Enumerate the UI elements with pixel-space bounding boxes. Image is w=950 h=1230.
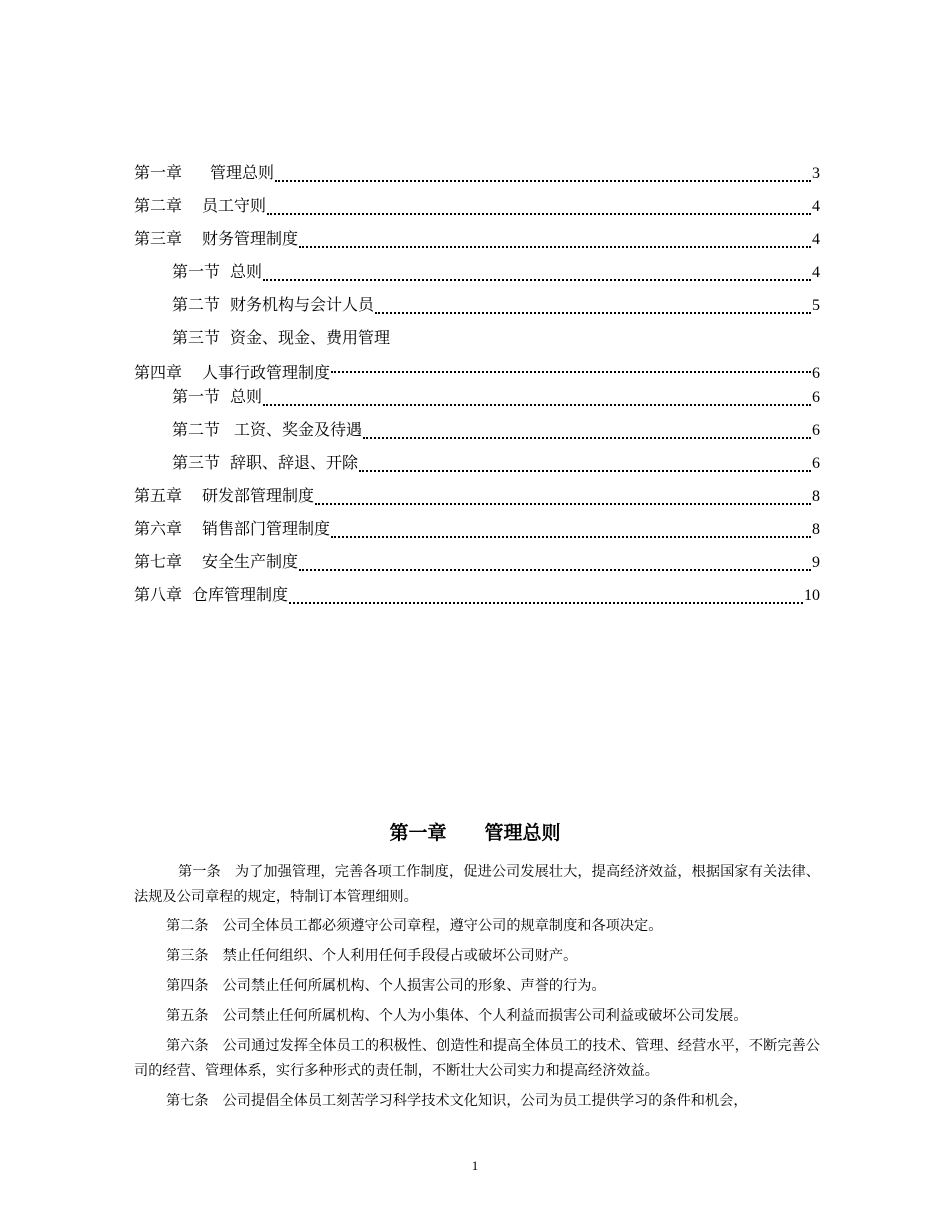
toc-entry-page: 6 <box>812 365 820 382</box>
toc-entry-page: 3 <box>812 165 820 182</box>
toc-entry-label <box>134 516 330 542</box>
toc-leader-dots <box>315 502 811 505</box>
article-label: 第五条 <box>166 1008 209 1024</box>
toc-entry-title: 安全生产制度 <box>202 552 299 571</box>
toc-entry-title: 财务管理制度 <box>202 229 299 248</box>
article-text: 公司禁止任何所属机构、个人为小集体、个人利益而损害公司利益或破坏公司发展。 <box>222 1008 748 1024</box>
article-paragraph <box>134 1004 820 1029</box>
article-text: 公司禁止任何所属机构、个人损害公司的形象、声誉的行为。 <box>222 978 606 994</box>
article-text: 公司全体员工都必须遵守公司章程，遵守公司的规章制度和各项决定。 <box>222 918 663 934</box>
toc-entry[interactable] <box>134 360 820 384</box>
article-text: 为了加强管理，完善各项工作制度，促进公司发展壮大，提高经济效益，根据国家有关法律、法规及公司章程的规定，特制订本管理细则。 <box>134 864 820 905</box>
toc-entry-title: 员工守则 <box>202 196 267 215</box>
toc-entry-page: 5 <box>812 297 820 314</box>
toc-entry-page: 6 <box>812 455 820 472</box>
toc-entry-number: 第八章 <box>134 585 183 604</box>
toc-entry[interactable] <box>134 582 820 615</box>
toc-leader-dots <box>263 278 811 281</box>
toc-entry-label <box>172 292 374 318</box>
toc-entry-number: 第三章 <box>134 229 183 248</box>
toc-entry-label <box>134 160 274 186</box>
toc-entry-number: 第二章 <box>134 196 183 215</box>
toc-entry-number: 第一章 <box>134 163 183 182</box>
toc-entry-title: 管理总则 <box>210 163 275 182</box>
page-number: 1 <box>471 1158 479 1173</box>
chapter-number: 第一章 <box>389 822 447 844</box>
toc-entry-title: 总则 <box>230 262 263 281</box>
toc-entry-number: 第七章 <box>134 552 183 571</box>
toc-entry[interactable] <box>134 193 820 226</box>
toc-leader-dots <box>331 370 811 373</box>
article-paragraph <box>134 944 820 969</box>
table-of-contents <box>134 160 820 615</box>
toc-entry[interactable] <box>134 292 820 325</box>
toc-entry-page: 6 <box>812 389 820 406</box>
toc-entry-page: 8 <box>812 521 820 538</box>
toc-entry-page: 4 <box>812 231 820 248</box>
article-paragraph <box>134 974 820 999</box>
toc-leader-dots <box>289 601 803 604</box>
toc-entry-label <box>134 549 298 575</box>
toc-leader-dots <box>375 311 811 314</box>
toc-entry-title: 财务机构与会计人员 <box>230 295 375 314</box>
article-label: 第一条 <box>178 864 221 880</box>
toc-leader-dots <box>331 535 811 538</box>
article-label: 第三条 <box>166 948 209 964</box>
toc-entry-title: 总则 <box>230 387 263 406</box>
chapter-title: 管理总则 <box>484 822 561 844</box>
toc-entry-page: 6 <box>812 422 820 439</box>
toc-entry[interactable] <box>134 417 820 450</box>
toc-leader-dots <box>359 469 811 472</box>
toc-entry[interactable] <box>134 450 820 483</box>
article-paragraph <box>134 1034 820 1084</box>
toc-entry[interactable] <box>134 483 820 516</box>
toc-leader-dots <box>363 436 811 439</box>
toc-entry-label <box>172 417 362 443</box>
toc-entry-number: 第三节 <box>172 328 221 347</box>
toc-entry-number: 第二节 <box>172 295 221 314</box>
toc-entry[interactable] <box>134 549 820 582</box>
toc-entry-label <box>134 193 266 219</box>
toc-entry-page: 8 <box>812 488 820 505</box>
article-text: 禁止任何组织、个人利用任何手段侵占或破坏公司财产。 <box>222 948 578 964</box>
chapter-body <box>134 860 820 1119</box>
toc-entry-title: 仓库管理制度 <box>192 585 289 604</box>
toc-entry[interactable] <box>134 384 820 417</box>
chapter-heading <box>0 818 950 845</box>
toc-entry-number: 第三节 <box>172 453 221 472</box>
toc-entry-label <box>134 483 314 509</box>
toc-entry-label <box>134 226 298 252</box>
toc-entry-title: 人事行政管理制度 <box>202 363 331 382</box>
article-paragraph <box>134 914 820 939</box>
toc-entry-title: 资金、现金、费用管理 <box>230 328 391 347</box>
toc-entry[interactable] <box>134 259 820 292</box>
toc-leader-dots <box>275 179 811 182</box>
toc-entry-label <box>172 259 262 285</box>
article-label: 第七条 <box>166 1093 209 1109</box>
toc-entry-title: 辞职、辞退、开除 <box>230 453 359 472</box>
toc-entry[interactable] <box>134 226 820 259</box>
toc-entry-label <box>134 582 288 608</box>
toc-entry-label <box>172 384 262 410</box>
toc-leader-dots <box>263 403 811 406</box>
toc-entry[interactable] <box>134 160 820 193</box>
toc-entry-title: 研发部管理制度 <box>202 486 315 505</box>
toc-leader-dots <box>267 212 811 215</box>
toc-entry-label <box>134 360 330 386</box>
toc-entry-number: 第四章 <box>134 363 183 382</box>
article-paragraph <box>134 860 820 910</box>
article-paragraph <box>134 1089 820 1114</box>
toc-entry-title: 工资、奖金及待遇 <box>234 420 363 439</box>
article-label: 第六条 <box>166 1038 209 1054</box>
toc-entry-page: 4 <box>812 198 820 215</box>
toc-entry-label <box>172 325 390 351</box>
article-text: 公司提倡全体员工刻苦学习科学技术文化知识，公司为员工提供学习的条件和机会， <box>222 1093 748 1109</box>
toc-entry-number: 第二节 <box>172 420 221 439</box>
toc-entry-page: 10 <box>804 587 820 604</box>
toc-entry-title: 销售部门管理制度 <box>202 519 331 538</box>
toc-entry-number: 第五章 <box>134 486 183 505</box>
toc-entry-number: 第一节 <box>172 262 221 281</box>
toc-entry-page: 9 <box>812 554 820 571</box>
article-label: 第四条 <box>166 978 209 994</box>
toc-entry-number: 第六章 <box>134 519 183 538</box>
toc-entry[interactable] <box>134 516 820 549</box>
toc-entry-number: 第一节 <box>172 387 221 406</box>
toc-entry-page: 4 <box>812 264 820 281</box>
article-text: 公司通过发挥全体员工的积极性、创造性和提高全体员工的技术、管理、经营水平，不断完善公司的经营、管理体系，实行多种形式的责任制，不断壮大公司实力和提高经济效益。 <box>134 1038 820 1079</box>
toc-leader-dots <box>299 568 811 571</box>
toc-entry-label <box>172 450 358 476</box>
toc-entry[interactable] <box>134 325 820 358</box>
toc-leader-dots <box>299 245 811 248</box>
article-label: 第二条 <box>166 918 209 934</box>
